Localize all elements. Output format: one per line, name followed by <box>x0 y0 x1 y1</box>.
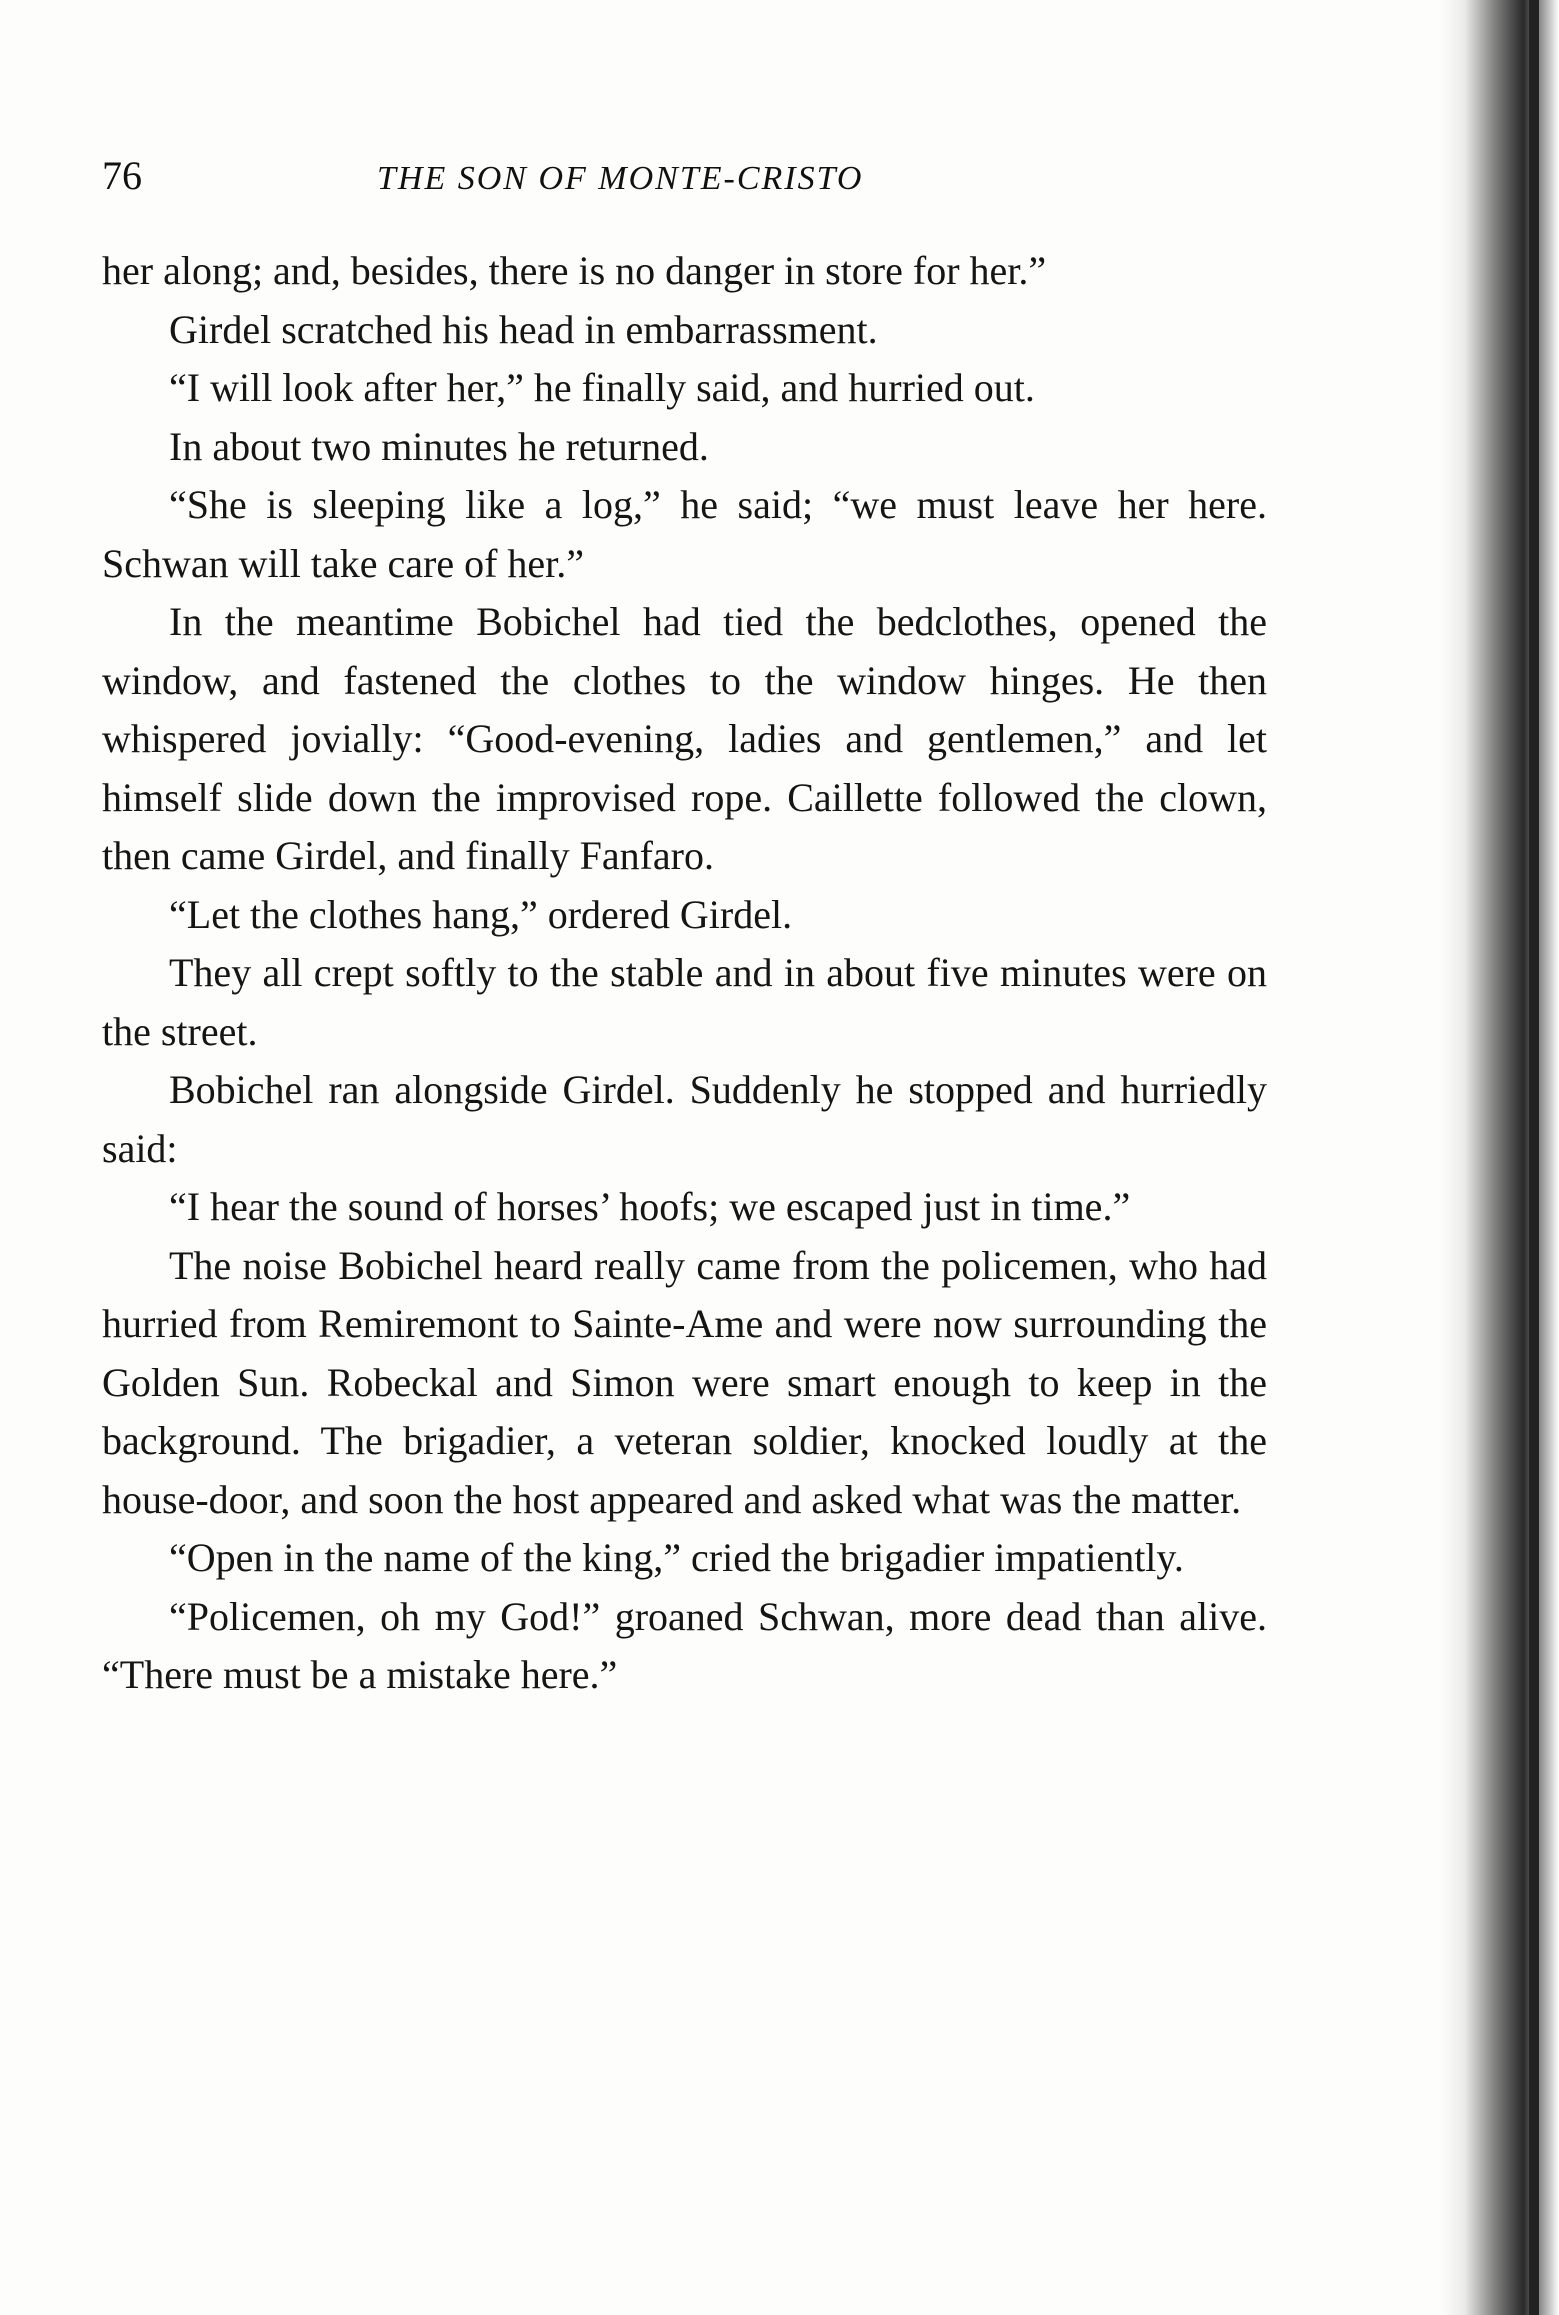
running-title: THE SON OF MONTE-CRISTO <box>377 160 864 197</box>
page-number: 76 <box>102 153 142 198</box>
paragraph: “Open in the name of the king,” cried the brigadier impatiently. <box>169 1535 1184 1580</box>
paragraph: her along; and, besides, there is no danger in store for her.” <box>102 248 1047 293</box>
paragraph: In about two minutes he returned. <box>169 423 709 469</box>
paragraph: The noise Bobichel heard really came from the policemen, who had hurried from Remiremont to Sainte-Ame and were now surrounding the Golden Sun. Robeckal and Simon were smart enough to keep in the background. The brigadier, a veteran soldier, knocked loudly at the house-door, and soon the host appeared and asked what was the matter. <box>102 1242 1267 1522</box>
paragraph: Girdel scratched his head in embarrassment. <box>169 306 878 352</box>
paragraph: “I hear the sound of horses’ hoofs; we escaped just in time.” <box>169 1184 1131 1229</box>
paragraph: They all crept softly to the stable and in about five minutes were on the street. <box>102 950 1267 1054</box>
paragraph: “I will look after her,” he finally said, and hurried out. <box>169 365 1035 410</box>
paragraph: “Let the clothes hang,” ordered Girdel. <box>169 891 793 937</box>
paragraph: “She is sleeping like a log,” he said; “we must leave her here. Schwan will take care of her.” <box>102 482 1267 586</box>
page-binding-edge <box>1529 0 1539 2315</box>
paragraph: Bobichel ran alongside Girdel. Suddenly he stopped and hurriedly said: <box>102 1067 1267 1171</box>
paragraph: “Policemen, oh my God!” groaned Schwan, more dead than alive. “There must be a mistake here.” <box>102 1593 1267 1697</box>
paragraph: In the meantime Bobichel had tied the bedclothes, opened the window, and fastened the clothes to the window hinges. He then whispered jovially: “Good-evening, ladies and gentlemen,” and let himself slide down the improvised rope. Caillette followed the clown, then came Girdel, and finally Fanfaro. <box>102 599 1267 878</box>
body-text <box>102 242 1267 1705</box>
page-header <box>102 152 1267 212</box>
page-binding-shadow <box>1441 0 1559 2315</box>
